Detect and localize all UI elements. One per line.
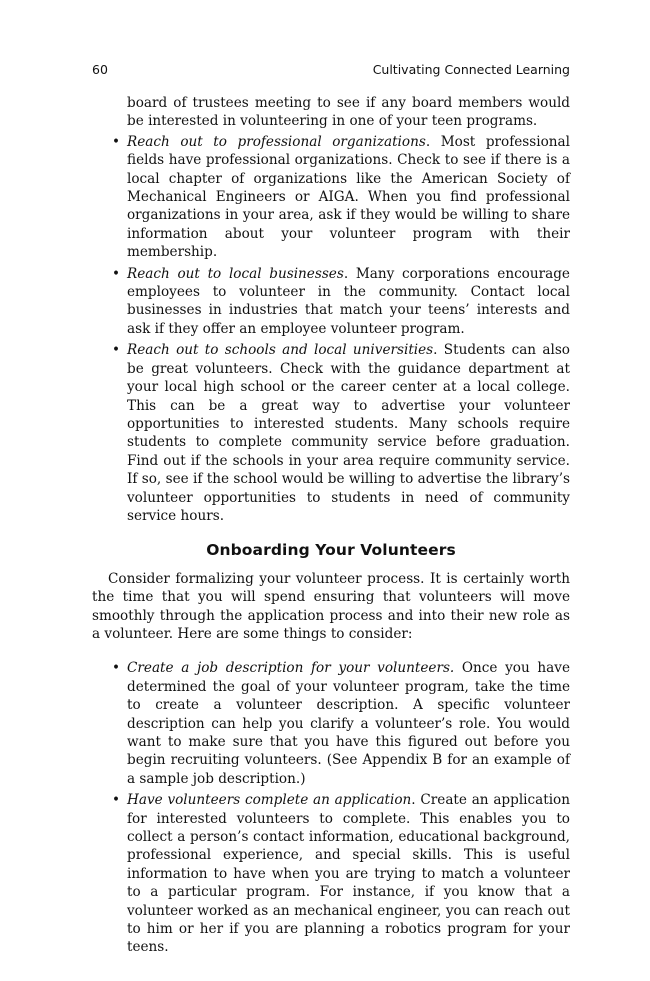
bullet-list-onboarding <box>92 659 570 957</box>
intro-paragraph: Consider formalizing your volunteer process. It is certainly worth the time that you will spend ensuring that volunteers will move smoothly through the application process and into their new role as a volunteer. Here are some things to consider: <box>92 570 570 642</box>
page-number: 60 <box>92 62 108 77</box>
section-heading: Onboarding Your Volunteers <box>206 541 456 560</box>
bullet-icon: • <box>112 133 121 150</box>
list-item <box>112 659 570 788</box>
bullet-list-outreach <box>92 133 570 526</box>
item-lead: Have volunteers complete an application <box>127 792 412 809</box>
item-text: . Students can also be great volunteers. Check with the guidance department at your local high school or the career center at a local college. This can be a great way to advertise your volunteer opportunities to interested students. Many schools require students to complete community service before graduation. Find out if the schools in your area require community service. If so, see if the school would be willing to advertise the library’s volunteer opportunities to students in need of community service hours. <box>127 342 570 524</box>
item-text: Once you have determined the goal of your volunteer program, take the time to create a volunteer description. A specific volunteer description can help you clarify a volunteer’s role. You would want to make sure that you have this figured out before you begin recruiting volunteers. (See Appendix B for an example of a sample job description.) <box>127 660 570 787</box>
item-lead: Create a job description for your volunteers. <box>127 660 455 677</box>
item-lead: Reach out to local businesses <box>127 265 344 282</box>
list-item <box>112 133 570 262</box>
running-title: Cultivating Connected Learning <box>372 62 570 77</box>
bullet-icon: • <box>112 792 121 809</box>
bullet-icon: • <box>112 265 121 282</box>
item-text: . Most professional fields have professional organizations. Check to see if there is a local chapter of organizations like the American Society of Mechanical Engineers or AIGA. When you find professional organizations in your area, ask if they would be willing to share information about your volunteer program with their membership. <box>127 133 570 261</box>
bullet-icon: • <box>112 342 121 359</box>
list-item <box>112 265 570 339</box>
item-lead: Reach out to professional organizations <box>127 133 426 150</box>
page-body <box>92 94 570 960</box>
item-text: . Create an application for interested volunteers to complete. This enables you to collect a person’s contact information, educational background, professional experience, and special skills. This is useful information to have when you are trying to match a volunteer to a particular program. For instance, if you know that a volunteer worked as an mechanical engineer, you can reach out to him or her if you are planning a robotics program for your teens. <box>127 792 570 956</box>
continued-paragraph: board of trustees meeting to see if any board members would be interested in volunteering in one of your teen programs. <box>127 95 570 130</box>
list-item <box>112 791 570 957</box>
list-item <box>112 341 570 525</box>
item-lead: Reach out to schools and local universities <box>127 342 434 359</box>
bullet-icon: • <box>112 660 121 677</box>
item-text: . Many corporations encourage employees to volunteer in the community. Contact local businesses in industries that match your teens’ interests and ask if they offer an employee volunteer program. <box>127 265 570 337</box>
running-header <box>92 62 570 80</box>
